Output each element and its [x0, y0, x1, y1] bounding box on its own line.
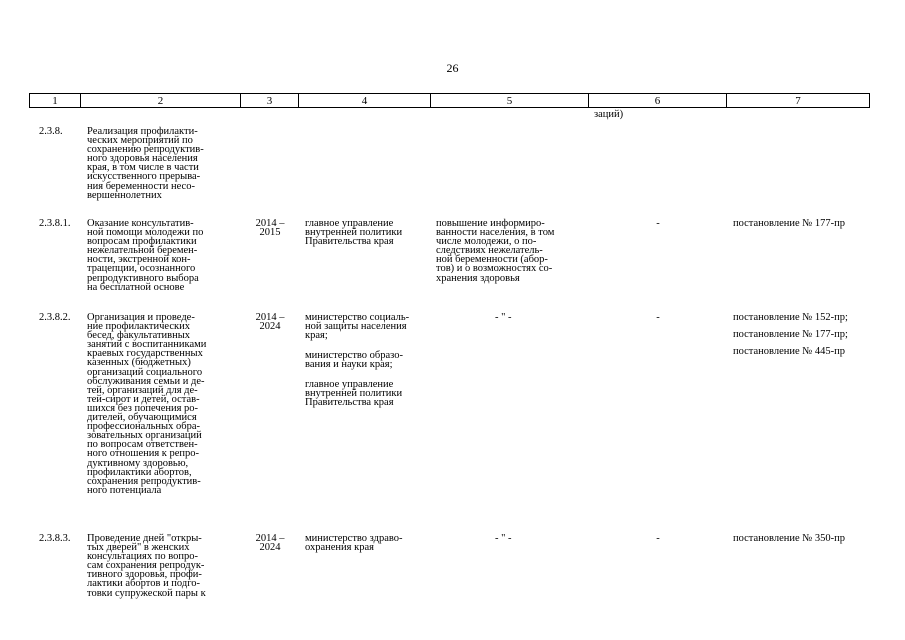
row-col6: - [656, 218, 660, 229]
row-responsible: главное управление внутренней политики Правительства края [305, 379, 403, 409]
row-result: - " - [495, 312, 512, 323]
row-responsible: министерство образо- вания и науки края; [305, 350, 404, 371]
row-document: постановление № 445-пр [733, 346, 846, 357]
row-number: 2.3.8.3. [39, 533, 71, 544]
row-document: постановление № 350-пр [733, 533, 846, 544]
row-col6: - [656, 312, 660, 323]
row-description: Реализация профилакти- ческих мероприятий по сохранению репродуктив- ного здоровья населения края, в том числе в части искусственного прерыва- ния беременности несо- вершеннолетних [87, 126, 204, 201]
row-responsible: министерство здраво- охранения края [305, 533, 403, 554]
column-number-2: 2 [81, 94, 241, 108]
row-document: постановление № 177-пр [733, 218, 846, 229]
column-number-5: 5 [431, 94, 589, 108]
column-number-1: 1 [30, 94, 81, 108]
row-responsible: министерство социаль- ной защиты населения края; [305, 312, 410, 342]
row-years: 2014 – 2015 [255, 218, 285, 239]
row-responsible: главное управление внутренней политики Правительства края [305, 218, 403, 248]
row-number: 2.3.8.2. [39, 312, 71, 323]
row-years: 2014 – 2024 [255, 533, 285, 554]
column-number-3: 3 [241, 94, 299, 108]
page-number: 26 [446, 61, 459, 75]
row-document: постановление № 177-пр; [733, 329, 848, 340]
column-number-4: 4 [299, 94, 431, 108]
column-number-6: 6 [589, 94, 727, 108]
row-number: 2.3.8. [39, 126, 63, 137]
row-years: 2014 – 2024 [255, 312, 285, 333]
row-description: Проведение дней "откры- тых дверей" в женских консультациях по вопро- сам сохранения репродук- тивного здоровья, профи- лактики абортов и подго- товки супружеской пары к [87, 533, 206, 599]
row-description: Организация и проведе- ние профилактических бесед, факультативных занятий с воспитанниками краевых государственных казенных (бюджетных) организаций социального обслуживания семьи и де- тей, организаций для де- тей-сирот и детей, остав- шихся без попечения ро- дителей, обучающимися профессиональных обра- зовательных организаций по вопросам ответствен- ного отношения к репро- дуктивному здоровью, профилактики абортов, сохранения репродуктив- ного потенциала [87, 312, 207, 496]
row-document: постановление № 152-пр; [733, 312, 848, 323]
row-number: 2.3.8.1. [39, 218, 71, 229]
column-number-header [29, 93, 870, 108]
row-result: повышение информиро- ванности населения, в том числе молодежи, о по- следствиях нежелатель- ной беременности (абор- тов) и о возможностях со- хранения здоровья [436, 218, 555, 284]
carryover-text: заций) [594, 109, 624, 120]
row-result: - " - [495, 533, 512, 544]
row-description: Оказание консультатив- ной помощи молодежи по вопросам профилактики нежелательной беремен- ности, экстренной кон- трацепции, осознанного репродуктивного выбора на бесплатной основе [87, 218, 204, 293]
row-col6: - [656, 533, 660, 544]
column-number-7: 7 [727, 94, 870, 108]
